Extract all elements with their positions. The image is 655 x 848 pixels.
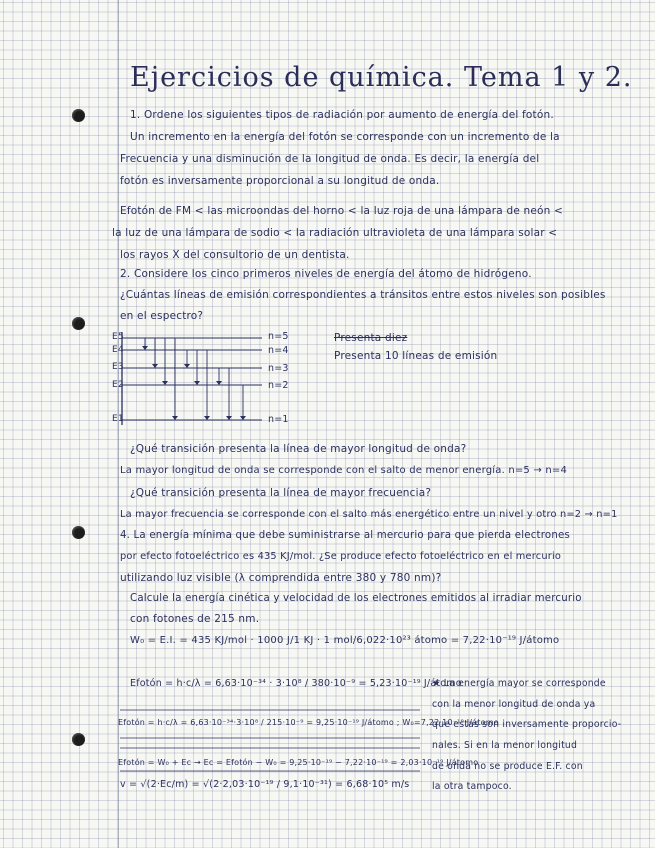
q2-question-longest-wavelength: ¿Qué transición presenta la línea de mayor longitud de onda? <box>130 443 467 455</box>
q1-line-2: Un incremento en la energía del fotón se corresponde con un incremento de la <box>130 131 560 143</box>
side-note-line: la otra tampoco. <box>432 781 512 792</box>
q1-order-2: la luz de una lámpara de sodio < la radiación ultravioleta de una lámpara solar < <box>112 227 558 239</box>
q2-line-1: 2. Considere los cinco primeros niveles de energía del átomo de hidrógeno. <box>120 268 532 280</box>
q2-answer-longest-wavelength: La mayor longitud de onda se corresponde con el salto de menor energía. n=5 → n=4 <box>120 465 568 476</box>
work-function-calc: W₀ = E.I. = 435 KJ/mol · 1000 J/1 KJ · 1 mol/6,022·10²³ átomo = 7,22·10⁻¹⁹ J/átomo <box>130 635 560 646</box>
level-label: E2 <box>112 380 124 390</box>
q4-line-3: utilizando luz visible (λ comprendida entre 380 y 780 nm)? <box>120 572 442 584</box>
q1-order-1: Efotón de FM < las microondas del horno < la luz roja de una lámpara de neón < <box>120 205 564 217</box>
side-note-line: ★ La energía mayor se corresponde <box>432 678 606 689</box>
side-note-line: con la menor longitud de onda ya <box>432 699 596 710</box>
q1-line-3: Frecuencia y una disminución de la longitud de onda. Es decir, la energía del <box>120 153 540 165</box>
q2-line-2: ¿Cuántas líneas de emisión correspondientes a tránsitos entre estos niveles son posibles <box>120 289 606 301</box>
quantum-number: n=2 <box>268 380 289 391</box>
quantum-number: n=4 <box>268 345 289 356</box>
q2-answer-highest-frequency: La mayor frecuencia se corresponde con el salto más energético entre un nivel y otro n=2 → n=1 <box>120 509 618 520</box>
q4-line-2: por efecto fotoeléctrico es 435 KJ/mol. ¿Se produce efecto fotoeléctrico en el mercurio <box>120 551 562 562</box>
q2-answer: Presenta 10 líneas de emisión <box>334 350 498 362</box>
photon-energy-380nm: Efotón = h·c/λ = 6,63·10⁻³⁴ · 3·10⁸ / 380·10⁻⁹ = 5,23·10⁻¹⁹ J/átomo <box>130 678 462 689</box>
q2-question-highest-frequency: ¿Qué transición presenta la línea de mayor frecuencia? <box>130 487 432 499</box>
q1-line-1: 1. Ordene los siguientes tipos de radiación por aumento de energía del fotón. <box>130 109 554 121</box>
struck-answer: Presenta diez <box>334 332 408 344</box>
q2-line-3: en el espectro? <box>120 310 204 322</box>
level-label: E3 <box>112 362 124 372</box>
quantum-number: n=1 <box>268 414 289 425</box>
side-note-line: de onda no se produce E.F. con <box>432 761 583 772</box>
level-label: E5 <box>112 332 124 342</box>
quantum-number: n=5 <box>268 331 289 342</box>
q4-line-4: Calcule la energía cinética y velocidad de los electrones emitidos al irradiar mercurio <box>130 593 582 604</box>
q1-order-3: los rayos X del consultorio de un dentista. <box>120 249 350 261</box>
quantum-number: n=3 <box>268 363 289 374</box>
q4-line-5: con fotones de 215 nm. <box>130 613 260 625</box>
page-title: Ejercicios de química. Tema 1 y 2. <box>130 62 633 93</box>
q4-line-1: 4. La energía mínima que debe suministrarse al mercurio para que pierda electrones <box>120 530 570 541</box>
q1-line-4: fotón es inversamente proporcional a su longitud de onda. <box>120 175 440 187</box>
photon-energy-215nm: Efotón = h·c/λ = 6,63·10⁻³⁴·3·10⁸ / 215·10⁻⁹ = 9,25·10⁻¹⁹ J/átomo ; W₀=7,22·10⁻¹⁹ J/átomo <box>118 718 499 727</box>
kinetic-energy-calc: Efotón = W₀ + Ec → Ec = Efotón − W₀ = 9,25·10⁻¹⁹ − 7,22·10⁻¹⁹ = 2,03·10⁻¹⁹ J/átomo <box>118 758 479 767</box>
velocity-calc: v = √(2·Ec/m) = √(2·2,03·10⁻¹⁹ / 9,1·10⁻³¹) = 6,68·10⁵ m/s <box>120 779 410 790</box>
level-label: E4 <box>112 345 124 355</box>
side-note-line: nales. Si en la menor longitud <box>432 740 578 751</box>
side-note-line: que estas son inversamente proporcio- <box>432 719 622 730</box>
level-label: E1 <box>112 414 124 424</box>
